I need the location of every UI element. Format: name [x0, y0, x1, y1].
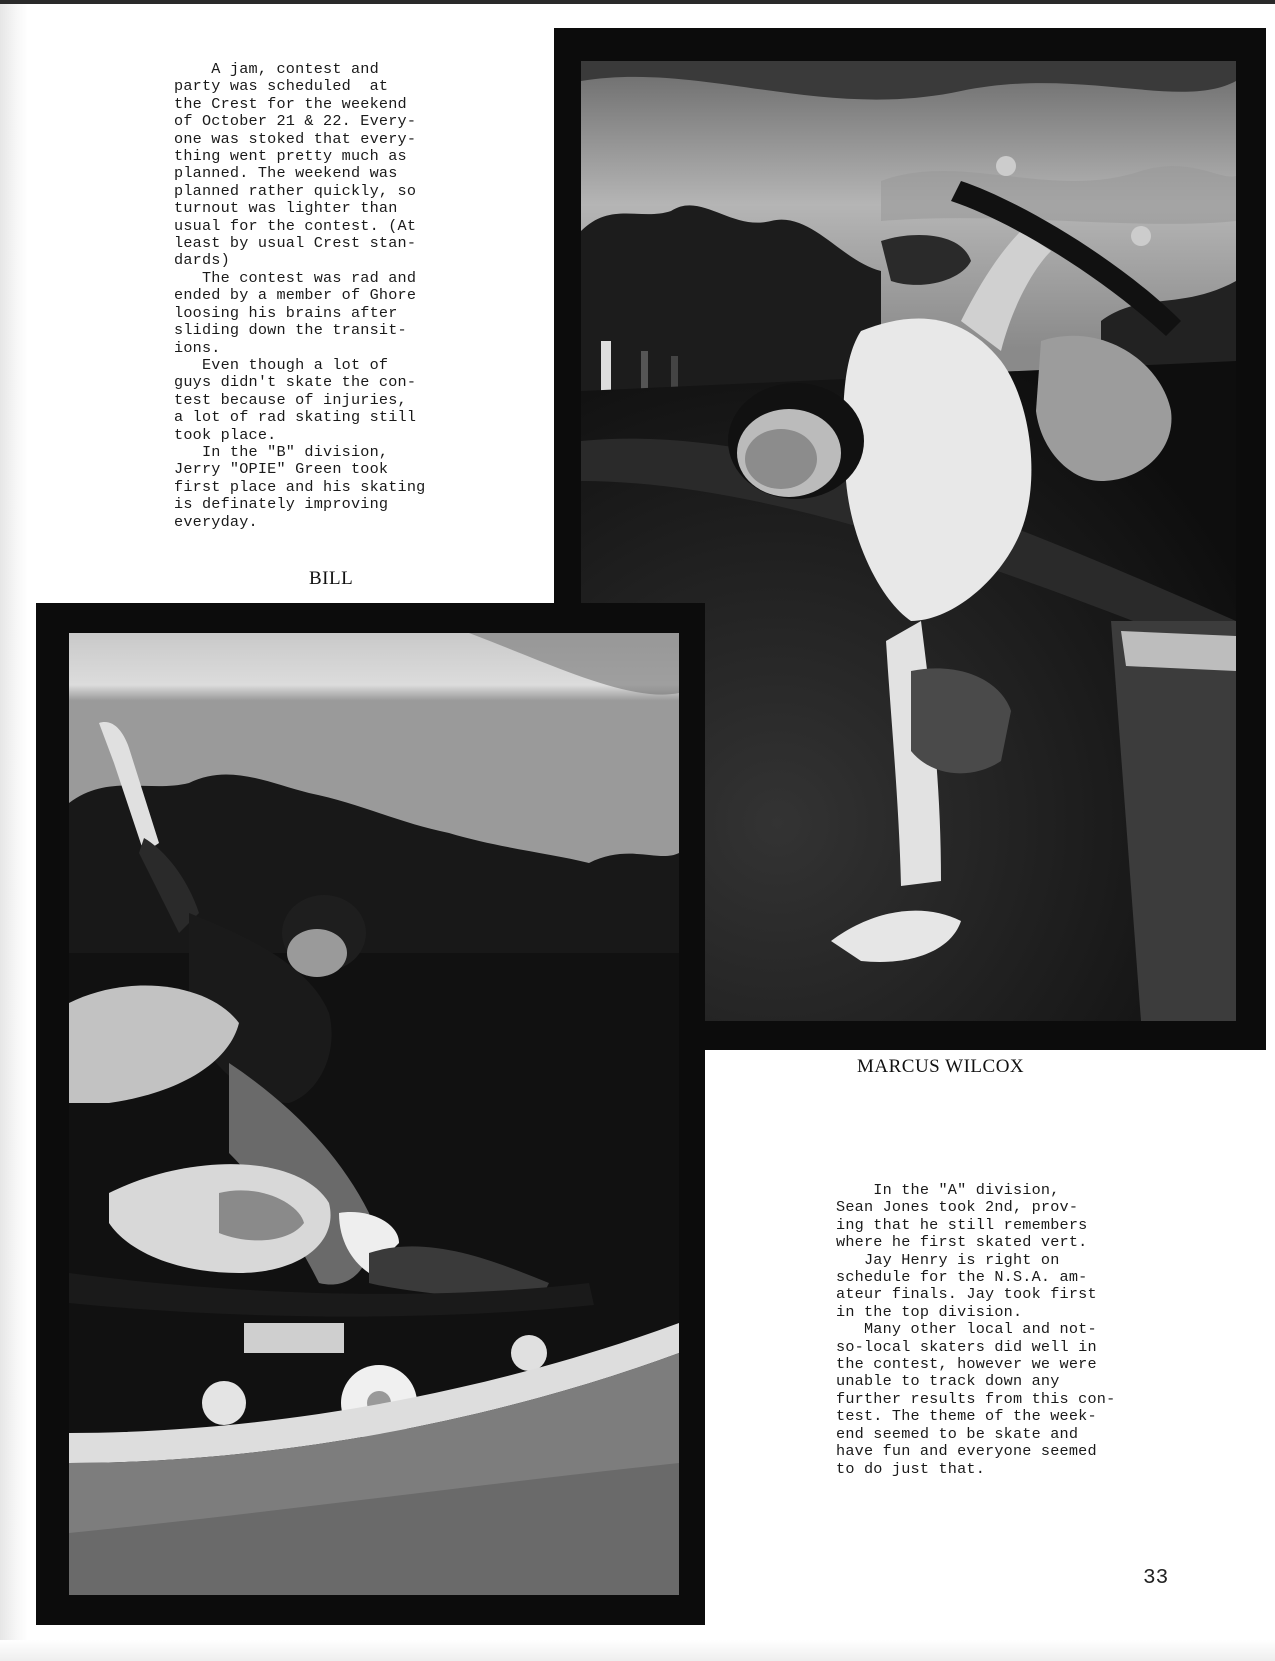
- page-bottom-edge: [0, 1640, 1275, 1661]
- article-text-bottom: In the "A" division, Sean Jones took 2nd, prov- ing that he still remembers where he first skated vert. Jay Henry is right on schedule for the N.S.A. am- ateur finals. Jay took first in the top division. Many other local and not- so-local skaters did well in the contest, however we were unable to track down any further results from this con- test. The theme of the week- end seemed to be skate and have fun and everyone seemed to do just that.: [836, 1181, 1116, 1478]
- photo-caption-marcus-wilcox: MARCUS WILCOX: [857, 1056, 1025, 1077]
- article-text-top: A jam, contest and party was scheduled at the Crest for the weekend of October 21 & 22. Every- one was stoked that every- thing went pretty much as planned. The weekend was planned rather quickly, so turnout was lighter than usual for the contest. (At least by usual Crest stan- dards) The contest was rad and ended by a member of Ghore loosing his brains after sliding down the transit- ions. Even though a lot of guys didn't skate the con- test because of injuries, a lot of rad skating still took place. In the "B" division, Jerry "OPIE" Green took first place and his skating is definately improving everyday.: [174, 60, 426, 531]
- page-binding-shadow: [0, 0, 28, 1661]
- page-top-edge: [0, 0, 1275, 4]
- photo-bill: [36, 603, 705, 1625]
- photo-bill-image: [69, 633, 679, 1595]
- page-number: 33: [1143, 1567, 1169, 1590]
- photo-caption-bill: BILL: [309, 568, 354, 589]
